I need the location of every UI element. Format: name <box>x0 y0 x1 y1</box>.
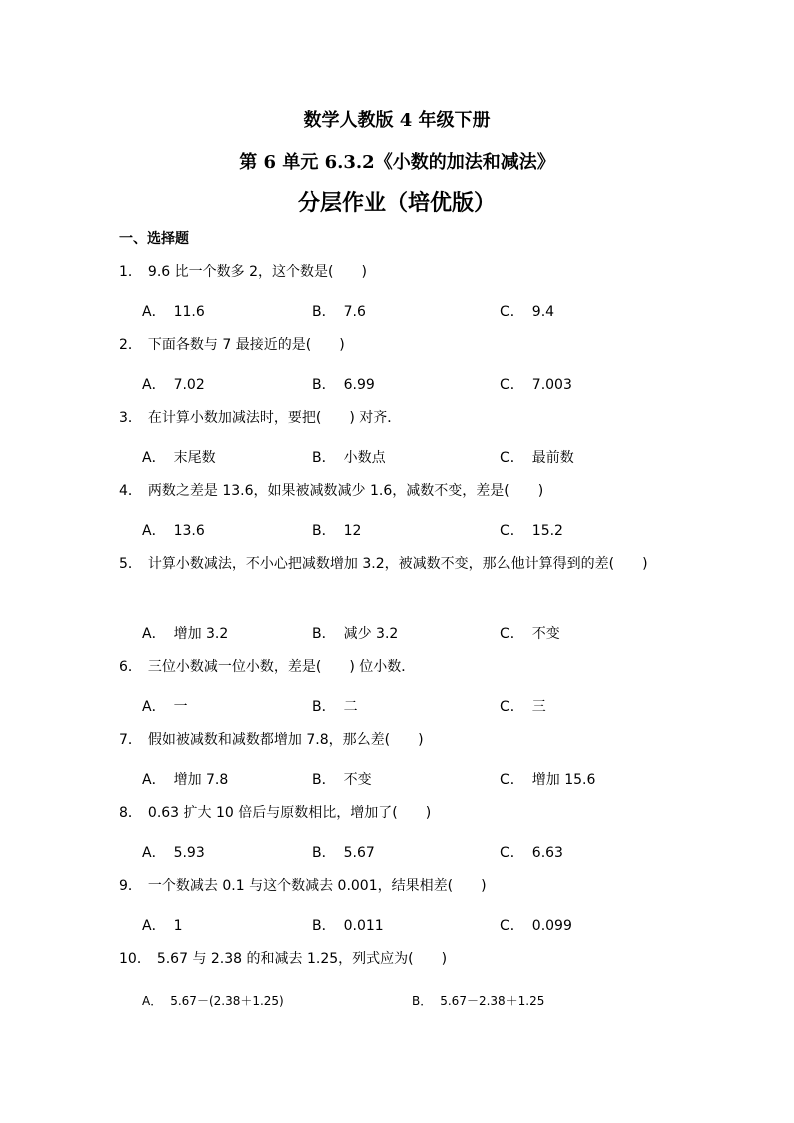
question-text: 0.63 扩大 10 倍后与原数相比，增加了( ) <box>147 805 432 821</box>
worksheet-title: 分层作业（培优版） <box>297 190 496 216</box>
question-number: 4． <box>119 483 142 499</box>
question-1 <box>119 256 675 288</box>
question-text: 下面各数与 7 最接近的是( ) <box>147 337 345 353</box>
option-a[interactable]: A． 增加 7.8 <box>142 772 229 788</box>
option-c[interactable]: C． 0.099 <box>500 918 572 934</box>
option-c[interactable]: C． 不变 <box>500 626 560 642</box>
option-c[interactable]: C． 增加 15.6 <box>500 772 596 788</box>
option-c[interactable]: C． 15.2 <box>500 523 563 539</box>
question-number: 7． <box>119 732 142 748</box>
options-1 <box>142 301 702 321</box>
options-5 <box>142 623 702 643</box>
question-text: 一个数减去 0.1 与这个数减去 0.001，结果相差( ) <box>147 878 487 894</box>
question-10 <box>119 943 675 975</box>
option-b[interactable]: B． 5.67－2.38＋1.25 <box>412 994 545 1008</box>
question-9 <box>119 870 675 902</box>
option-a[interactable]: A． 增加 3.2 <box>142 626 229 642</box>
question-text: 在计算小数加减法时，要把( ) 对齐． <box>147 410 402 426</box>
options-3 <box>142 447 702 467</box>
options-7 <box>142 769 702 789</box>
question-number: 3． <box>119 410 142 426</box>
question-text: 5.67 与 2.38 的和减去 1.25，列式应为( ) <box>156 951 448 967</box>
question-7 <box>119 724 675 756</box>
option-c[interactable]: C． 7.003 <box>500 377 572 393</box>
option-a[interactable]: A． 5.93 <box>142 845 205 861</box>
option-b[interactable]: B． 12 <box>312 523 362 539</box>
question-number: 10． <box>119 951 151 967</box>
option-a[interactable]: A． 11.6 <box>142 304 205 320</box>
unit-title: 第 6 单元 6.3.2《小数的加法和减法》 <box>239 152 555 173</box>
question-3 <box>119 402 675 434</box>
options-4 <box>142 520 702 540</box>
options-2 <box>142 374 702 394</box>
question-text: 9.6 比一个数多 2，这个数是( ) <box>147 264 367 280</box>
question-5 <box>119 548 675 580</box>
options-10 <box>142 992 702 1012</box>
option-b[interactable]: B． 7.6 <box>312 304 366 320</box>
option-a[interactable]: A． 5.67－(2.38＋1.25) <box>142 994 284 1008</box>
question-number: 6． <box>119 659 142 675</box>
option-b[interactable]: B． 0.011 <box>312 918 384 934</box>
question-text: 两数之差是 13.6，如果被减数减少 1.6，减数不变，差是( ) <box>147 483 544 499</box>
question-text: 三位小数减一位小数，差是( ) 位小数． <box>147 659 416 675</box>
options-6 <box>142 696 702 716</box>
question-text: 计算小数减法，不小心把减数增加 3.2，被减数不变，那么他计算得到的差( ) <box>147 556 648 572</box>
question-text: 假如被减数和减数都增加 7.8，那么差( ) <box>147 732 424 748</box>
option-a[interactable]: A． 末尾数 <box>142 450 216 466</box>
question-number: 1． <box>119 264 142 280</box>
question-2 <box>119 329 675 361</box>
option-c[interactable]: C． 三 <box>500 699 546 715</box>
options-9 <box>142 915 702 935</box>
option-c[interactable]: C． 最前数 <box>500 450 574 466</box>
option-b[interactable]: B． 不变 <box>312 772 372 788</box>
question-number: 8． <box>119 805 142 821</box>
option-a[interactable]: A． 1 <box>142 918 183 934</box>
option-a[interactable]: A． 一 <box>142 699 188 715</box>
question-number: 9． <box>119 878 142 894</box>
option-b[interactable]: B． 5.67 <box>312 845 375 861</box>
option-b[interactable]: B． 减少 3.2 <box>312 626 399 642</box>
option-c[interactable]: C． 9.4 <box>500 304 555 320</box>
option-a[interactable]: A． 7.02 <box>142 377 205 393</box>
option-c[interactable]: C． 6.63 <box>500 845 563 861</box>
question-6 <box>119 651 675 683</box>
question-4 <box>119 475 675 507</box>
question-number: 5． <box>119 556 142 572</box>
option-a[interactable]: A． 13.6 <box>142 523 205 539</box>
book-title: 数学人教版 4 年级下册 <box>303 110 491 131</box>
options-8 <box>142 842 702 862</box>
option-b[interactable]: B． 二 <box>312 699 358 715</box>
question-number: 2． <box>119 337 142 353</box>
question-8 <box>119 797 675 829</box>
option-b[interactable]: B． 6.99 <box>312 377 375 393</box>
option-b[interactable]: B． 小数点 <box>312 450 386 466</box>
section-heading: 一、选择题 <box>119 231 189 247</box>
